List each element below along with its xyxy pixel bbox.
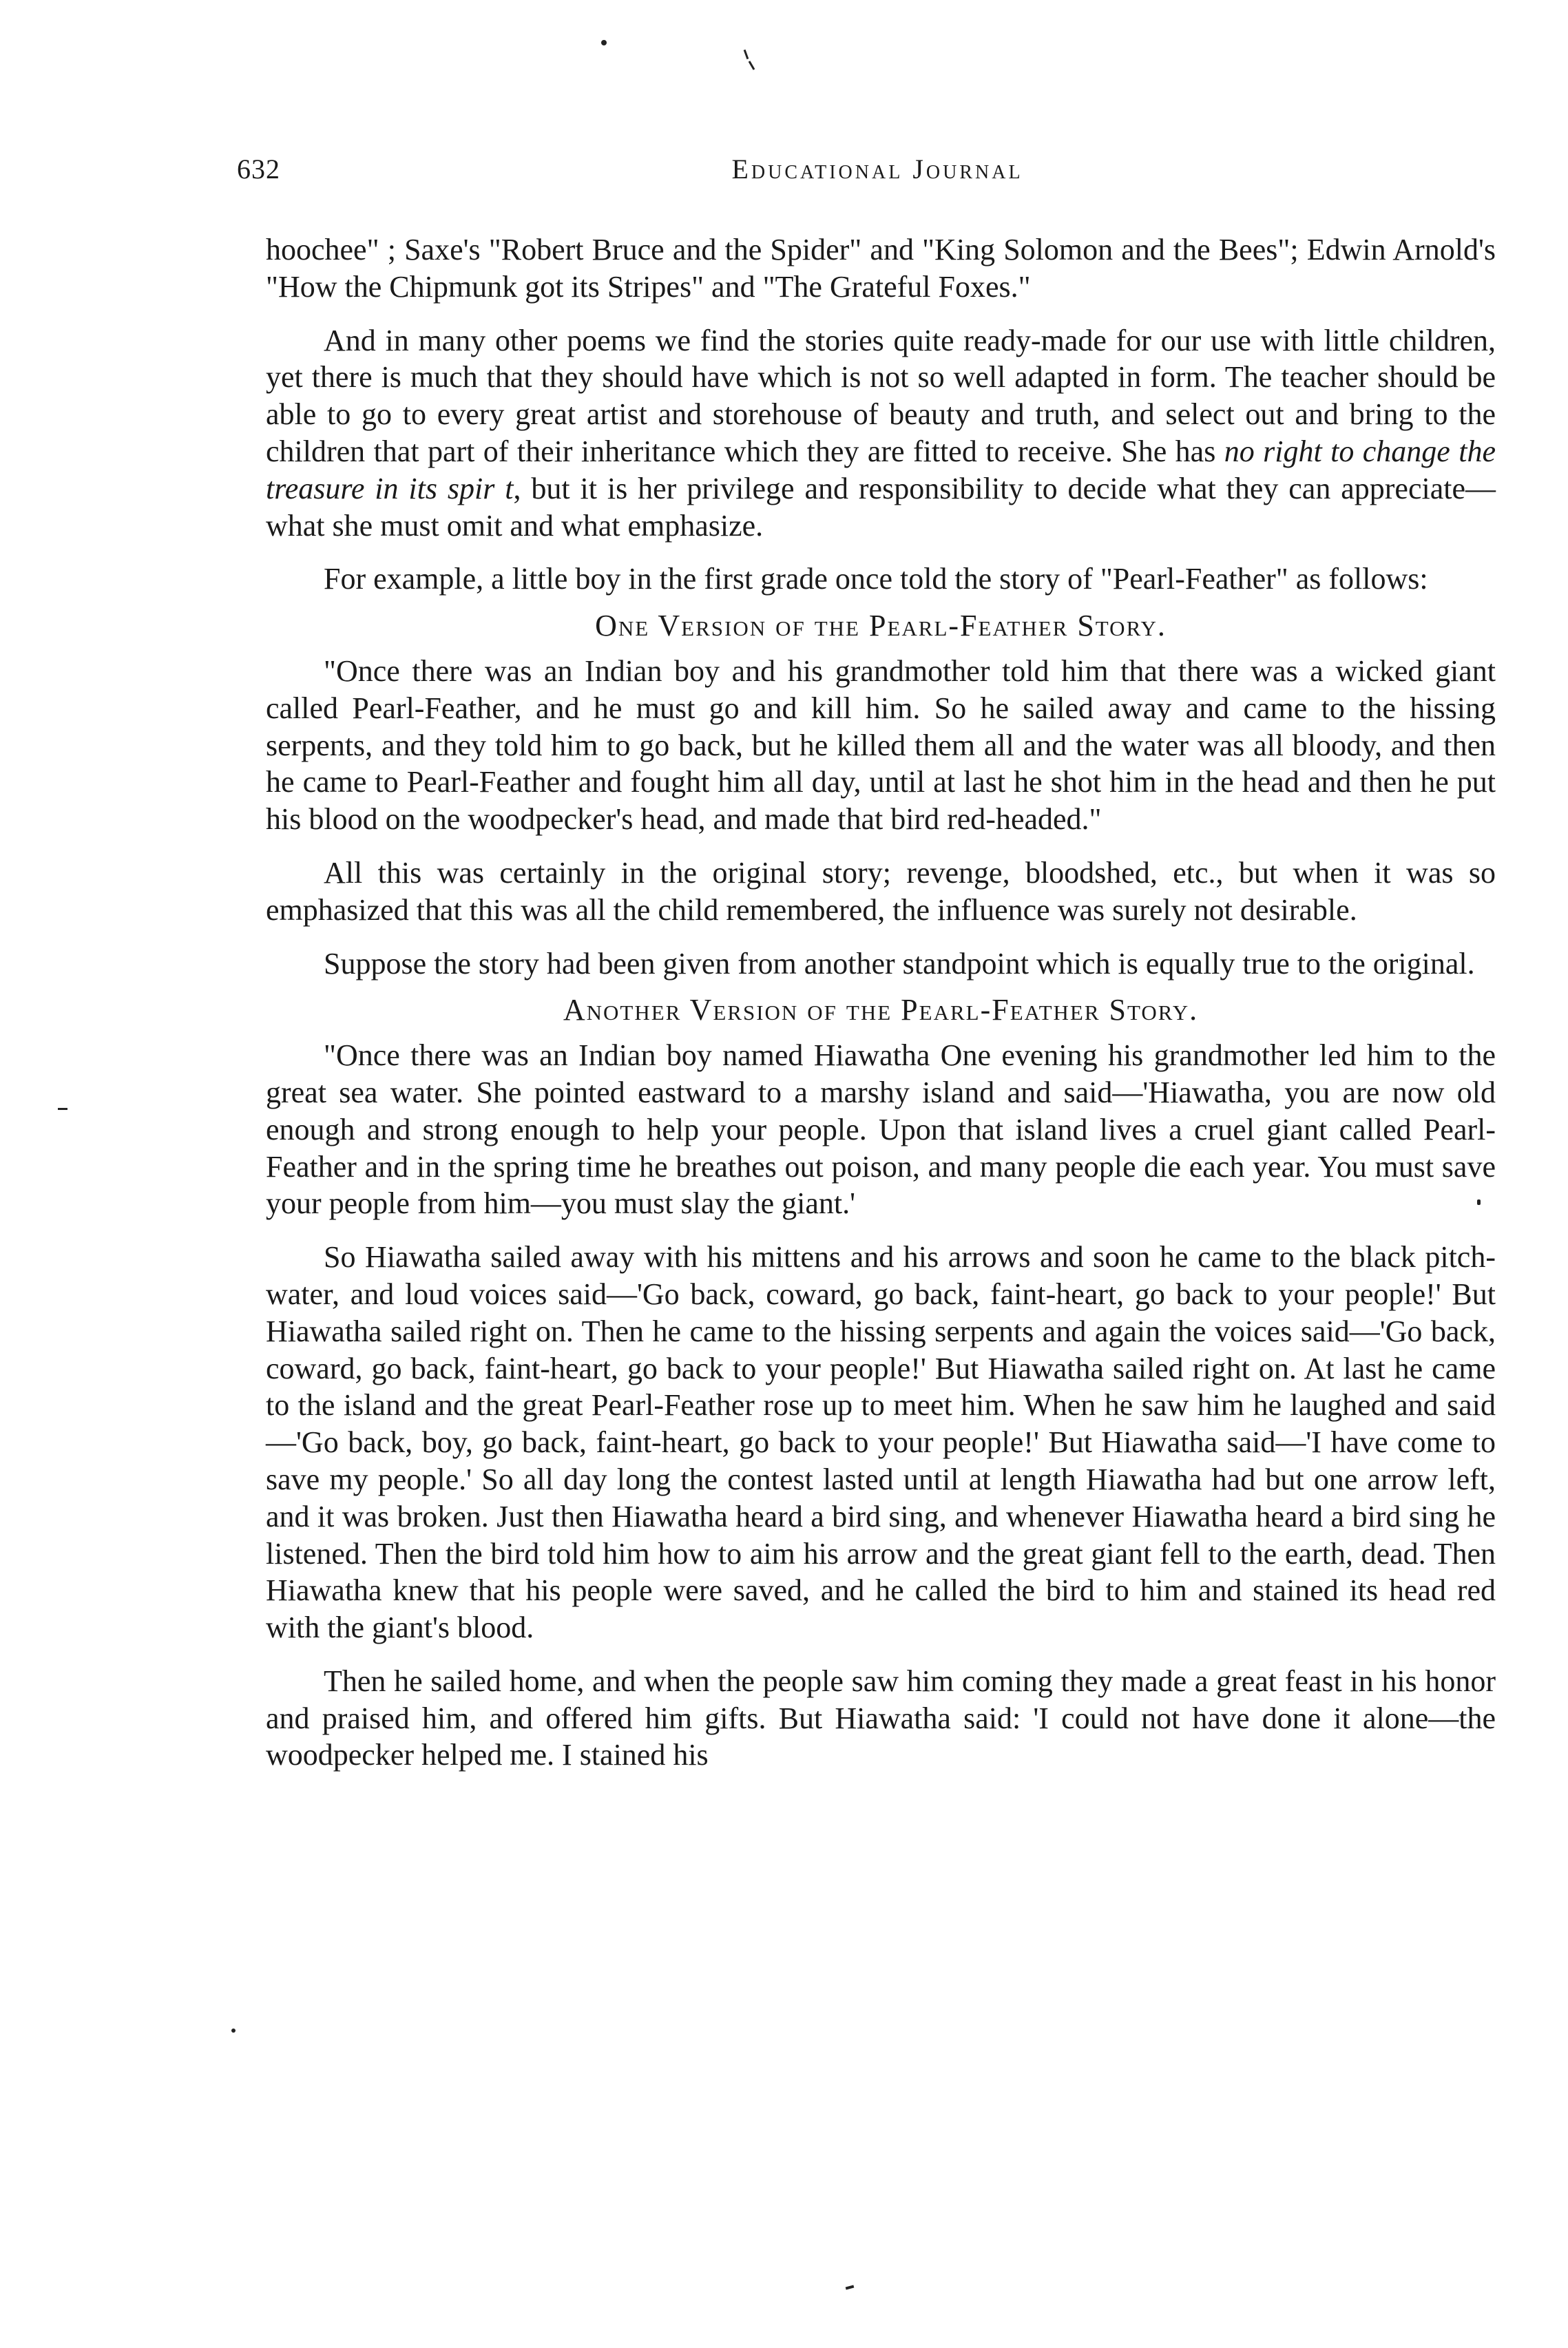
paragraph-text: And in many other poems we find the stories quite ready-made for our use with little children, yet there is much that they should have which is not so well adapted in form. The teacher should be able to go to every great artist and storehouse of beauty and truth, and select out and bring to the children that part of their inheritance which they are fitted to receive. She has xyxy=(266,323,1496,468)
page-number: 632 xyxy=(237,154,280,185)
journal-title: Educational Journal xyxy=(731,154,1023,185)
paragraph xyxy=(266,322,1496,545)
article-body xyxy=(266,231,1496,1774)
paragraph: Then he sailed home, and when the people saw him coming they made a great feast in his honor and praised him, and offered him gifts. But Hiawatha said: 'I could not have done it alone—the woodpecker helped me. I stained his xyxy=(266,1664,1496,1772)
ink-speck xyxy=(749,61,755,70)
paragraph-text: , but it is her privilege and responsibility to decide what they can appreciate—what she must omit and what emphasize. xyxy=(266,471,1496,543)
ink-speck xyxy=(846,2285,855,2290)
italic-phrase: no right to change the treasure in its spir t xyxy=(266,434,1496,505)
paragraph: "Once there was an Indian boy named Hiawatha One evening his grandmother led him to the great sea water. She pointed eastward to a marshy island and said—'Hiawatha, you are now old enough and strong enough to help your people. Upon that island lives a cruel giant called Pearl-Feather and in the spring time he breathes out poison, and many people die each year. You must save your people from him—you must slay the giant.' xyxy=(266,1038,1496,1221)
paragraph: hoochee" ; Saxe's "Robert Bruce and the Spider" and "King Solomon and the Bees"; Edwin Arnold's "How the Chipmunk got its Stripes" and "The Grateful Foxes." xyxy=(266,233,1496,304)
paragraph: So Hiawatha sailed away with his mittens and his arrows and soon he came to the black pitch-water, and loud voices said—'Go back, coward, go back, faint-heart, go back to your people!' But Hiawatha sailed right on. Then he came to the hissing serpents and again the voices said—'Go back, coward, go back, faint-heart, go back to your people!' But Hiawatha sailed right on. At last he came to the island and the great Pearl-Feather rose up to meet him. When he saw him he laughed and said—'Go back, boy, go back, faint-heart, go back to your people!' But Hiawatha said—'I have come to save my people.' So all day long the contest lasted until at length Hiawatha had but one arrow left, and it was broken. Just then Hiawatha heard a bird sing, and whenever Hiawatha heard a bird sing he listened. Then the bird told him how to aim his arrow and the great giant fell to the earth, dead. Then Hiawatha knew that his people were saved, and he called the bird to him and stained its head red with the giant's blood. xyxy=(266,1240,1496,1645)
ink-speck xyxy=(58,1108,67,1110)
section-heading: Another Version of the Pearl-Feather Story. xyxy=(563,993,1199,1027)
paragraph: For example, a little boy in the first grade once told the story of "Pearl-Feather" as follows: xyxy=(324,562,1428,596)
ink-speck xyxy=(744,50,749,59)
paragraph: "Once there was an Indian boy and his grandmother told him that there was a wicked giant called Pearl-Feather, and he must go and kill him. So he sailed away and came to the hissing serpents, and they told him to go back, but he killed them all and the water was all bloody, and then he came to Pearl-Feather and fought him all day, until at last he shot him in the head and then he put his blood on the woodpecker's head, and made that bird red-headed." xyxy=(266,653,1496,837)
paragraph: All this was certainly in the original story; revenge, bloodshed, etc., but when it was so emphasized that this was all the child remembered, the influence was surely not desirable. xyxy=(266,855,1496,927)
running-head xyxy=(237,153,1518,194)
ink-speck xyxy=(231,2029,236,2033)
section-heading: One Version of the Pearl-Feather Story. xyxy=(595,609,1167,643)
ink-speck xyxy=(601,40,607,45)
paragraph: Suppose the story had been given from another standpoint which is equally true to the original. xyxy=(324,946,1475,981)
